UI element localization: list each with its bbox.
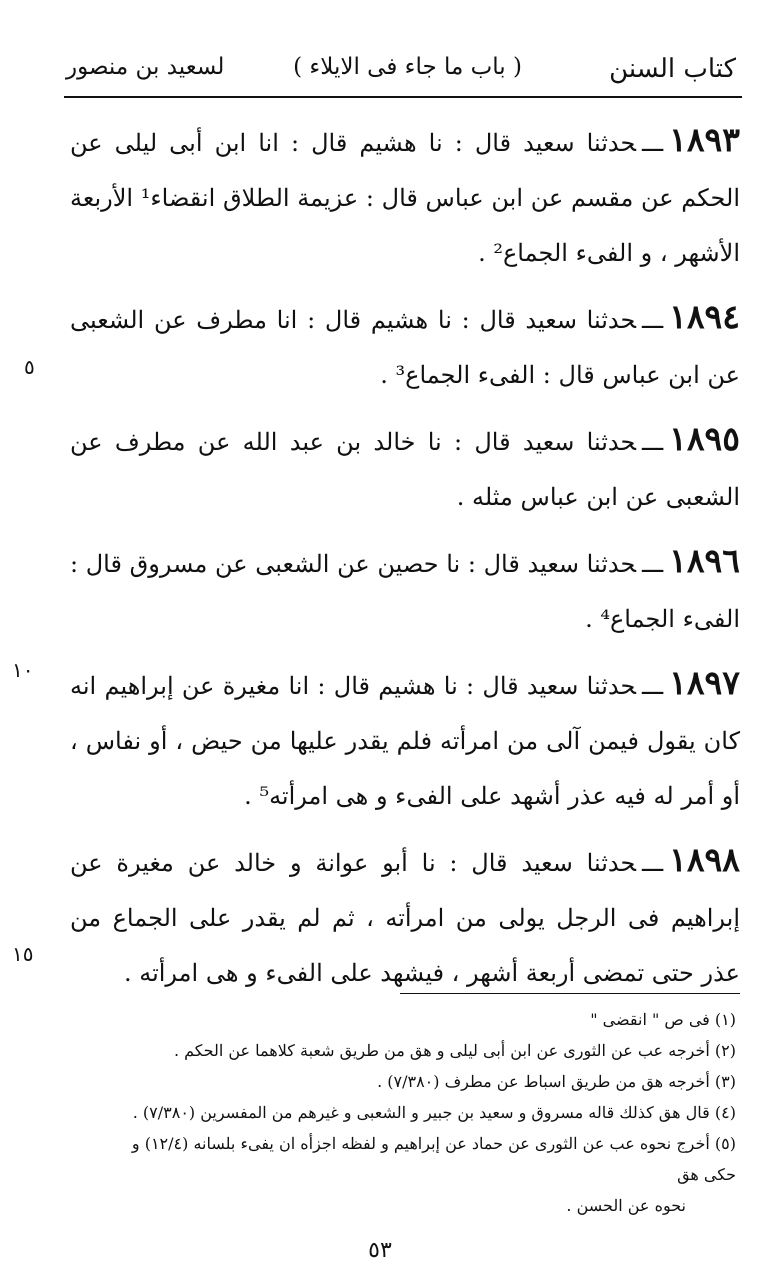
hadith-number: ١٨٩٤	[669, 297, 740, 336]
hadith-number: ١٨٩٥	[669, 419, 740, 458]
em-dash: ـــ	[642, 129, 664, 157]
hadith-entry	[70, 411, 740, 525]
line-number-marker: ٥	[24, 355, 35, 379]
page-number: ٥٣	[368, 1238, 392, 1263]
hadith-number: ١٨٩٨	[669, 840, 740, 879]
hadith-entry	[70, 832, 740, 1001]
hadith-entry	[70, 533, 740, 647]
footnote: (٥) أخرج نحوه عب عن الثورى عن حماد عن إبراهيم و لفظه اجزأه ان يفىء بلسانه (١٢/٤) و حكى هق	[131, 1134, 736, 1184]
header-divider	[64, 96, 742, 98]
footnote: (٣) أخرجه هق من طريق اسباط عن مطرف (٧/٣٨٠) .	[377, 1072, 736, 1091]
footnote-divider	[400, 993, 740, 994]
footnotes	[100, 1004, 736, 1221]
hadith-entry	[70, 289, 740, 403]
footnote-continuation: نحوه عن الحسن .	[566, 1196, 686, 1215]
em-dash: ـــ	[642, 306, 664, 334]
author-name: لسعيد بن منصور	[66, 54, 225, 80]
line-number-marker: ١٠	[12, 658, 34, 682]
em-dash: ـــ	[642, 672, 664, 700]
hadith-text: حدثنا سعيد قال : نا أبو عوانة و خالد عن مغيرة عن إبراهيم فى الرجل يولى من امرأته ، ثم لم يقدر على الجماع من عذر حتى تمضى أربعة أشهر ، فيشهد على الفىء و هى امرأته .	[70, 849, 740, 987]
hadith-text: حدثنا سعيد قال : نا هشيم قال : انا مطرف عن الشعبى عن ابن عباس قال : الفىء الجماع³ .	[70, 306, 740, 389]
hadith-entry	[70, 655, 740, 824]
book-title: كتاب السنن	[609, 54, 736, 84]
line-number-marker: ١٥	[12, 942, 34, 966]
chapter-title: ( باب ما جاء فى الايلاء )	[293, 54, 522, 80]
hadith-text: حدثنا سعيد قال : نا هشيم قال : انا مغيرة عن إبراهيم انه كان يقول فيمن آلى من امرأته فلم يقدر عليها من حيض ، أو نفاس ، أو أمر له فيه عذر أشهد على الفىء و هى امرأته⁵ .	[70, 672, 740, 810]
hadith-text: حدثنا سعيد قال : نا حصين عن الشعبى عن مسروق قال : الفىء الجماع⁴ .	[70, 550, 740, 633]
footnote: (٢) أخرجه عب عن الثورى عن ابن أبى ليلى و هق من طريق شعبة كلاهما عن الحكم .	[173, 1041, 736, 1060]
em-dash: ـــ	[642, 428, 664, 456]
hadith-text: حدثنا سعيد قال : نا خالد بن عبد الله عن مطرف عن الشعبى عن ابن عباس مثله .	[70, 428, 740, 511]
em-dash: ـــ	[642, 849, 664, 877]
hadith-number: ١٨٩٣	[669, 120, 740, 159]
main-text	[70, 112, 740, 1009]
hadith-entry	[70, 112, 740, 281]
hadith-number: ١٨٩٧	[669, 663, 740, 702]
em-dash: ـــ	[642, 550, 664, 578]
footnote: (١) فى ص " انقضى "	[590, 1010, 736, 1029]
hadith-number: ١٨٩٦	[669, 541, 740, 580]
footnote: (٤) قال هق كذلك قاله مسروق و سعيد بن جبير و الشعبى و غيرهم من المفسرين (٧/٣٨٠) .	[132, 1103, 736, 1122]
running-header	[62, 44, 742, 94]
hadith-text: حدثنا سعيد قال : نا هشيم قال : انا ابن أبى ليلى عن الحكم عن مقسم عن ابن عباس قال : عزيمة الطلاق انقضاء¹ الأربعة الأشهر ، و الفىء الجماع² .	[70, 129, 740, 267]
